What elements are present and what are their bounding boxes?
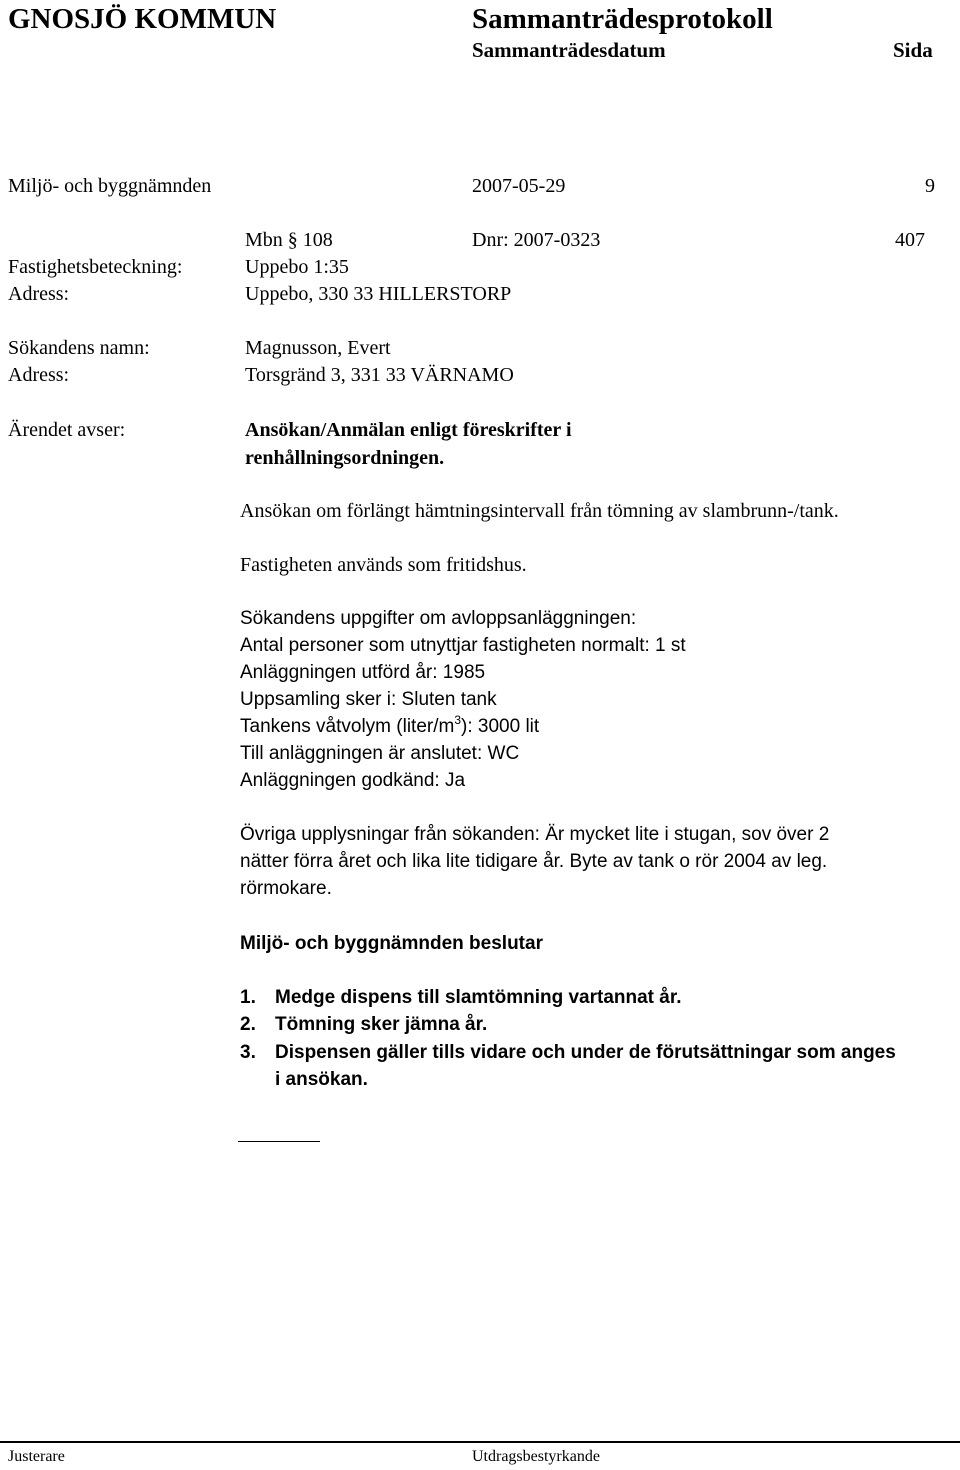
beslut-text: Dispensen gäller tills vidare och under de förutsättningar som anges (275, 1042, 896, 1063)
uppgift-collection: Uppsamling sker i: Sluten tank (240, 689, 497, 710)
beslut-number: 2. (240, 1014, 256, 1035)
page-label: Sida (893, 38, 933, 62)
adress-value: Uppebo, 330 33 HILLERSTORP (245, 283, 512, 305)
ovriga-line-3: rörmokare. (240, 878, 332, 899)
sokande-adress-value: Torsgränd 3, 331 33 VÄRNAMO (245, 364, 514, 386)
arende-line-2: renhållningsordningen. (245, 447, 445, 469)
uppgift-connected: Till anläggningen är anslutet: WC (240, 743, 520, 764)
document-type: Sammanträdesprotokoll (472, 3, 773, 35)
footer-rule (0, 1441, 960, 1443)
municipality-name: GNOSJÖ KOMMUN (8, 3, 277, 35)
meeting-date: 2007-05-29 (472, 175, 566, 197)
beslut-text: Medge dispens till slamtömning vartannat år. (275, 987, 682, 1008)
uppgifter-heading: Sökandens uppgifter om avloppsanläggningen: (240, 608, 637, 629)
case-paragraph: Mbn § 108 (245, 229, 333, 251)
meeting-body: Miljö- och byggnämnden (8, 175, 212, 197)
fastighet-value: Uppebo 1:35 (245, 256, 349, 278)
adress-label: Adress: (8, 283, 70, 305)
fastighet-label: Fastighetsbeteckning: (8, 256, 183, 278)
justerare-label: Justerare (8, 1448, 65, 1465)
utdrag-label: Utdragsbestyrkande (472, 1448, 600, 1465)
beslut-heading: Miljö- och byggnämnden beslutar (240, 933, 543, 954)
volume-value: ): 3000 lit (461, 716, 540, 737)
sokande-label: Sökandens namn: (8, 337, 150, 359)
beslut-text-continued: i ansökan. (275, 1069, 368, 1090)
short-divider (238, 1141, 320, 1142)
beslut-number: 1. (240, 987, 256, 1008)
uppgift-approved: Anläggningen godkänd: Ja (240, 770, 466, 791)
arende-line-1: Ansökan/Anmälan enligt föreskrifter i (245, 419, 572, 441)
uppgift-year: Anläggningen utförd år: 1985 (240, 662, 486, 683)
uppgift-persons: Antal personer som utnyttjar fastigheten normalt: 1 st (240, 635, 686, 656)
ovriga-line-1: Övriga upplysningar från sökanden: Är mycket lite i stugan, sov över 2 (240, 824, 830, 845)
volume-text: Tankens våtvolym (liter/m (240, 716, 455, 737)
ovriga-line-2: nätter förra året och lika lite tidigare år. Byte av tank o rör 2004 av leg. (240, 851, 828, 872)
uppgift-volume (240, 713, 540, 737)
beslut-number: 3. (240, 1042, 256, 1063)
volume-superscript: 3 (454, 713, 462, 727)
intro-line-2: Fastigheten används som fritidshus. (240, 554, 527, 576)
sokande-value: Magnusson, Evert (245, 337, 391, 359)
sokande-adress-label: Adress: (8, 364, 70, 386)
beslut-text: Tömning sker jämna år. (275, 1014, 488, 1035)
arende-label: Ärendet avser: (8, 419, 126, 441)
case-code: 407 (895, 229, 925, 251)
page-number: 9 (925, 175, 935, 197)
case-dnr: Dnr: 2007-0323 (472, 229, 601, 251)
date-label: Sammanträdesdatum (472, 38, 666, 62)
intro-line-1: Ansökan om förlängt hämtningsintervall från tömning av slambrunn-/tank. (240, 500, 839, 522)
